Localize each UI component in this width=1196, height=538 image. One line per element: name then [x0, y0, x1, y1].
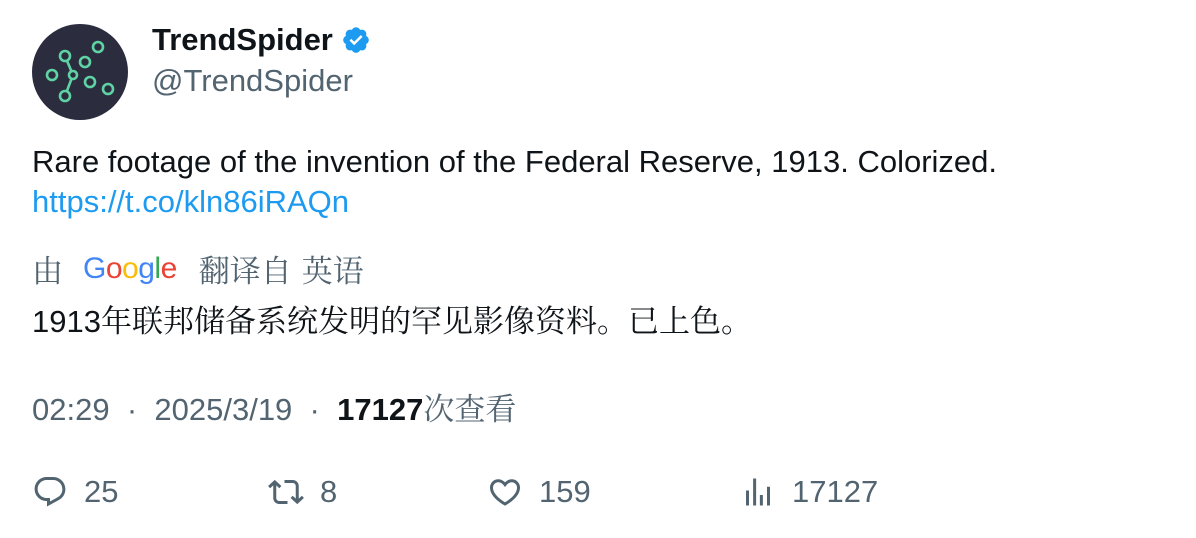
reply-button[interactable]: [32, 470, 118, 514]
avatar[interactable]: [32, 24, 128, 120]
tweet-date[interactable]: 2025/3/19: [154, 392, 293, 427]
translation-by-label: 由: [32, 254, 63, 289]
author-name[interactable]: [152, 22, 371, 58]
meta-views-label: 次查看: [423, 392, 517, 427]
translation-language: 英语: [301, 254, 364, 289]
tweet-time[interactable]: 02:29: [32, 392, 110, 427]
meta-separator: ·: [300, 392, 329, 427]
google-logo-icon: G o o g l e: [83, 251, 177, 285]
reply-icon: [32, 474, 68, 510]
tweet-body: Rare footage of the invention of the Federal Reserve, 1913. Colorized.: [32, 144, 998, 179]
translated-text: 1913年联邦储备系统发明的罕见影像资料。已上色。: [32, 304, 752, 339]
heart-icon: [487, 474, 523, 510]
analytics-bar-chart-icon: [740, 474, 776, 510]
views-count: 17127: [792, 474, 879, 509]
translation-attribution: [32, 246, 364, 291]
tweet-text: [32, 142, 997, 222]
meta-separator: ·: [118, 392, 146, 427]
retweet-button[interactable]: [268, 470, 337, 514]
reply-count: 25: [84, 474, 119, 509]
action-bar: [32, 470, 1164, 514]
tweet-meta: [32, 384, 516, 429]
tweet-link[interactable]: https://t.co/kln86iRAQn: [32, 184, 350, 219]
views-button[interactable]: [740, 470, 878, 514]
spider-web-network-icon: [32, 24, 128, 120]
meta-views-count: 17127: [337, 392, 424, 427]
author-handle[interactable]: @TrendSpider: [152, 63, 353, 98]
author-name-text[interactable]: TrendSpider: [152, 22, 333, 57]
like-button[interactable]: [487, 470, 591, 514]
verified-badge-icon[interactable]: [341, 25, 371, 55]
translation-from-label: 翻译自: [198, 254, 292, 289]
retweet-icon: [268, 474, 304, 510]
like-count: 159: [539, 474, 591, 509]
retweet-count: 8: [320, 474, 338, 509]
